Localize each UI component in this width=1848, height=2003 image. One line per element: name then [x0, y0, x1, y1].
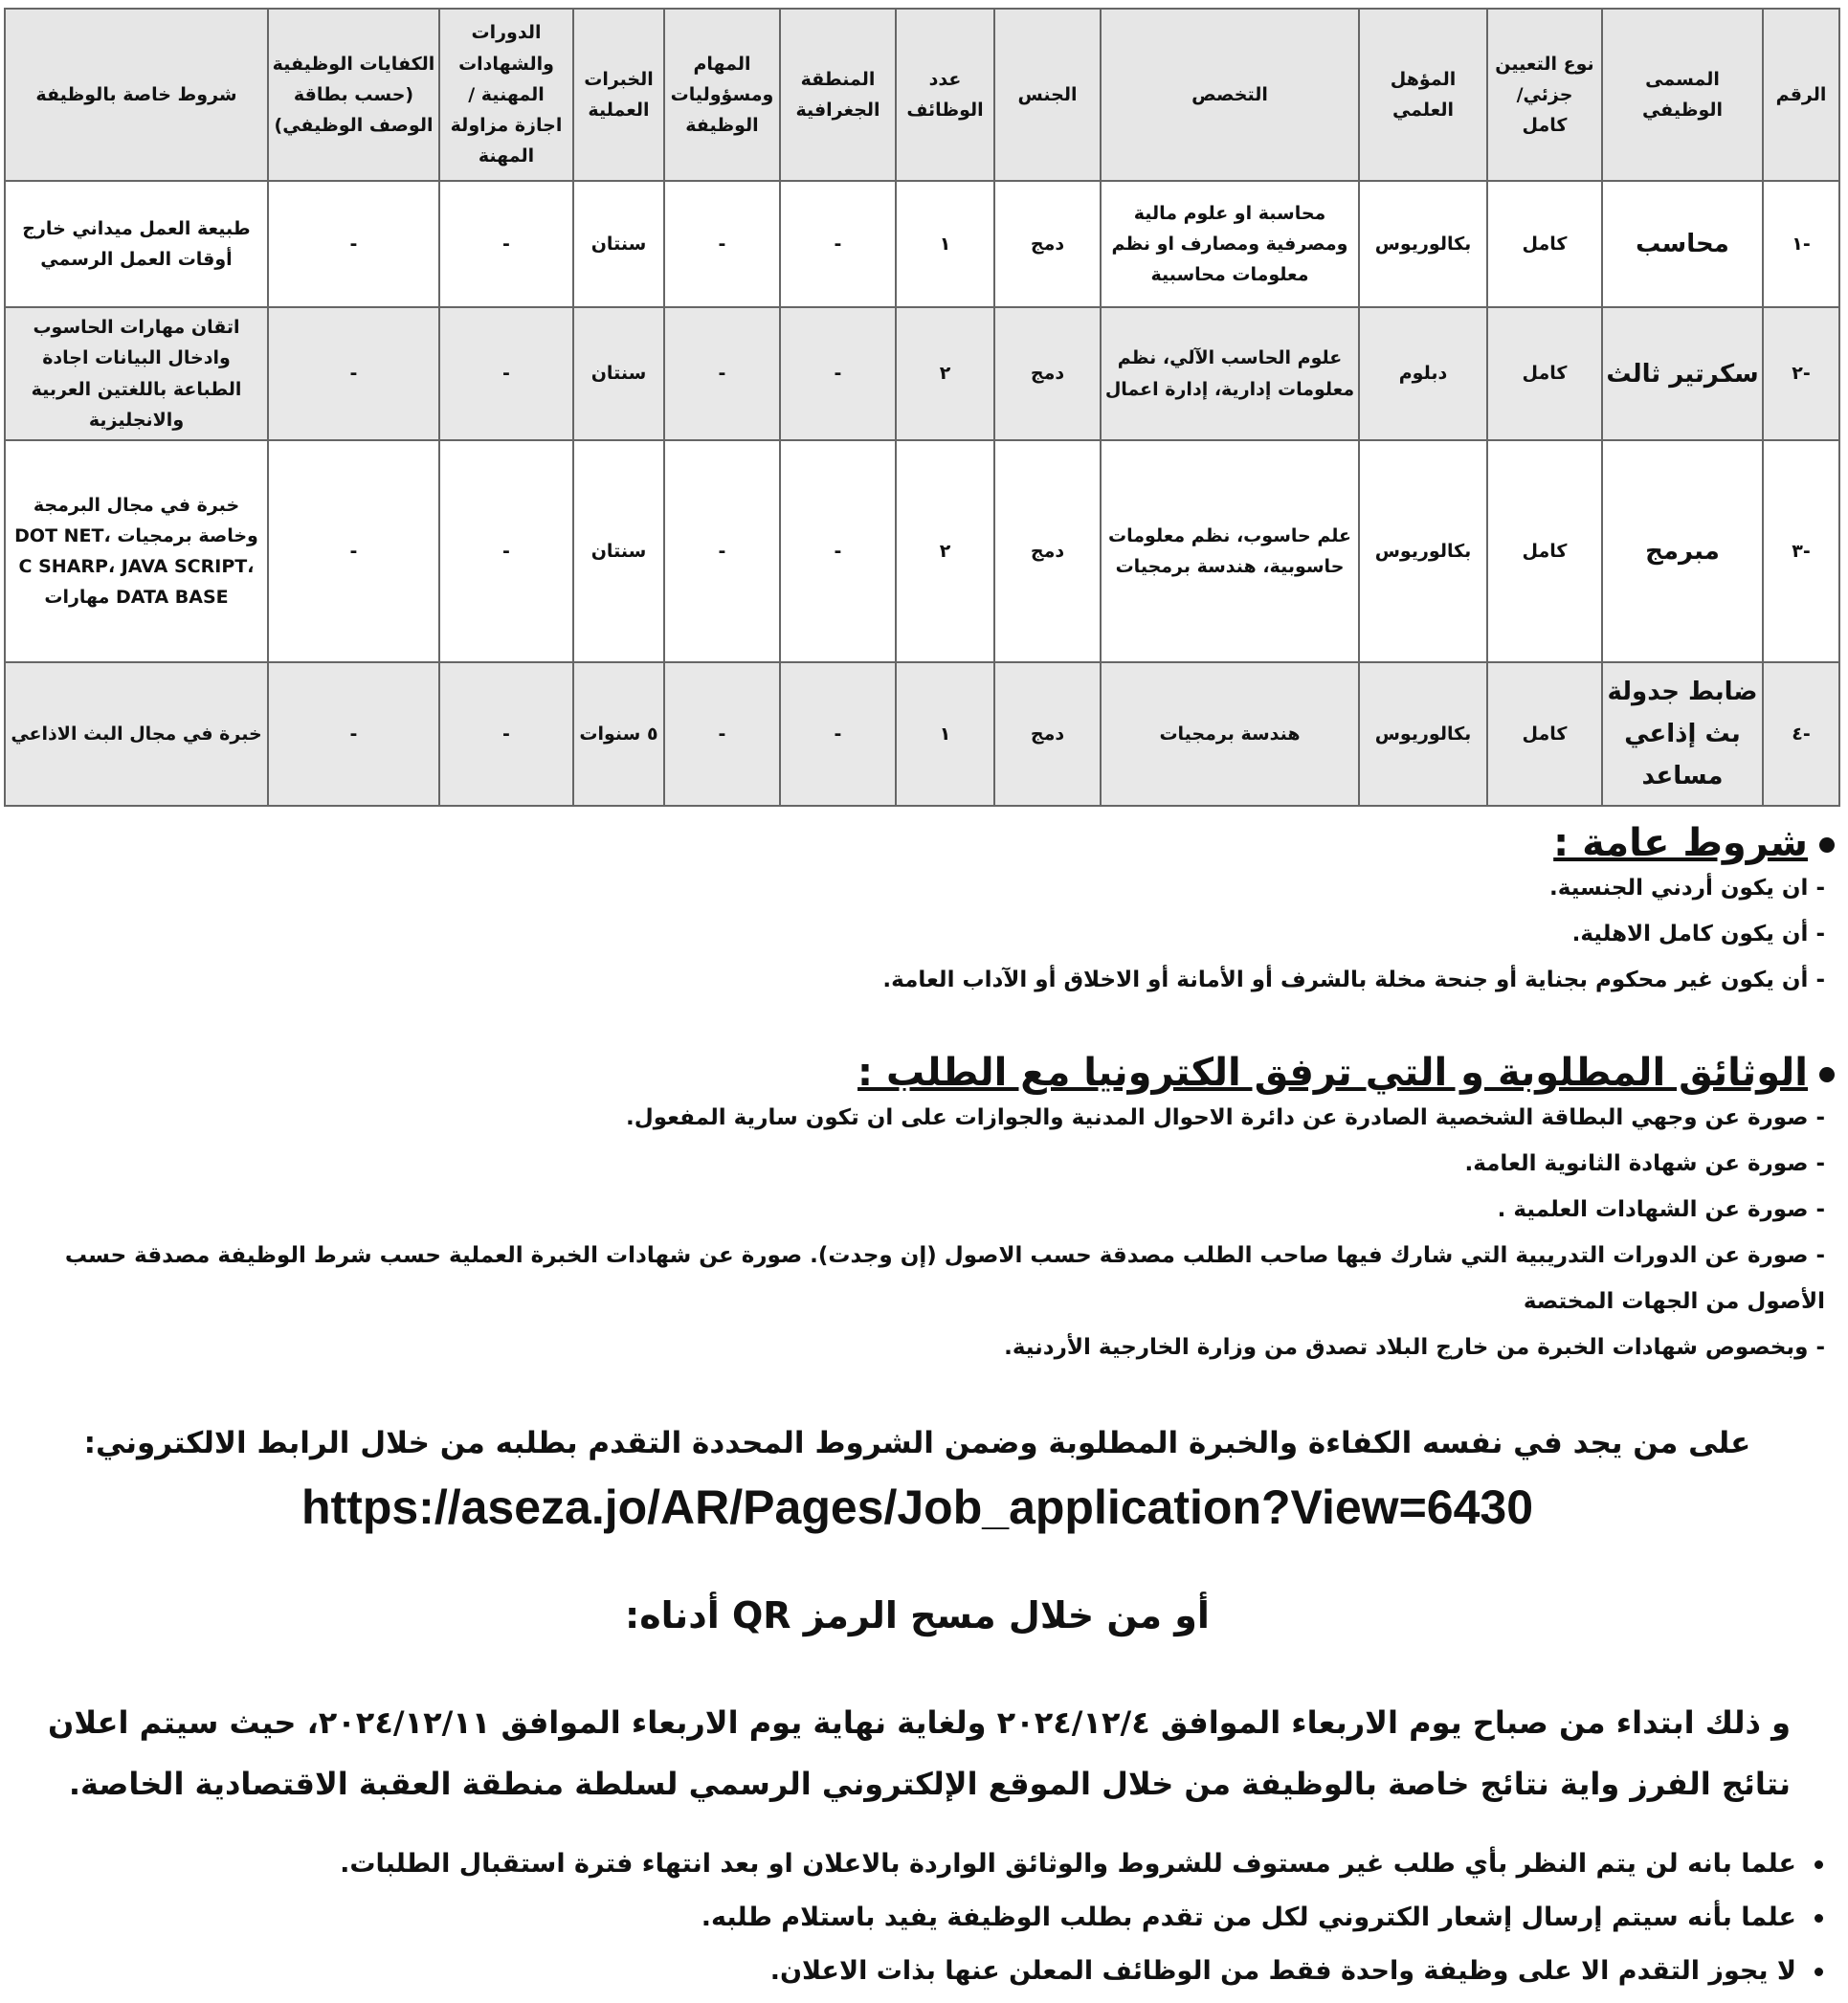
cell: دبلوم	[1359, 307, 1487, 440]
cell: -	[780, 440, 896, 662]
note-item: لا يجوز التقدم الا على وظيفة واحدة فقط من الوظائف المعلن عنها بذات الاعلان.	[48, 1945, 1835, 1998]
cell: كامل	[1487, 440, 1602, 662]
header-cell: الدورات والشهادات المهنية / اجازة مزاولة المهنة	[439, 9, 573, 181]
cell: كامل	[1487, 307, 1602, 440]
table-row	[5, 307, 1839, 440]
cell: دمج	[994, 662, 1101, 806]
header-cell: المسمى الوظيفي	[1602, 9, 1763, 181]
period-text: و ذلك ابتداء من صباح يوم الاربعاء الموافق ٢٠٢٤/١٢/٤ ولغاية نهاية يوم الاربعاء الموافق ٢٠٢٤/١٢/١١، حيث سيتم اعلان نتائج الفرز واية نتائج خاصة بالوظيفة من خلال الموقع الإلكتروني الرسمي لسلطة منطقة العقبة الاقتصادية الخاصة.	[48, 1704, 1791, 1802]
bullet-icon	[1819, 837, 1835, 853]
jobs-table	[4, 8, 1840, 807]
note-item: علما بأنه سيتم إرسال إشعار الكتروني لكل من تقدم بطلب الوظيفة يفيد باستلام طلبه.	[48, 1891, 1835, 1945]
header-cell: عدد الوظائف	[896, 9, 994, 181]
table-row	[5, 440, 1839, 662]
list-item: - صورة عن الشهادات العلمية .	[0, 1187, 1835, 1233]
bullet-icon	[1819, 1067, 1835, 1082]
cell: سنتان	[573, 181, 664, 307]
cell: بكالوريوس	[1359, 181, 1487, 307]
cell: بكالوريوس	[1359, 662, 1487, 806]
cell: كامل	[1487, 662, 1602, 806]
cell: ٢	[896, 440, 994, 662]
cell: علم حاسوب، نظم معلومات حاسوبية، هندسة برمجيات	[1101, 440, 1359, 662]
cell: ضابط جدولة بث إذاعي مساعد	[1602, 662, 1763, 806]
cell: -	[268, 181, 439, 307]
cell: ١	[896, 181, 994, 307]
cell: -	[439, 662, 573, 806]
list-item: - صورة عن وجهي البطاقة الشخصية الصادرة عن دائرة الاحوال المدنية والجوازات على ان تكون سارية المفعول.	[0, 1095, 1835, 1141]
cell: ٢	[896, 307, 994, 440]
cell: كامل	[1487, 181, 1602, 307]
cell: بكالوريوس	[1359, 440, 1487, 662]
cell: -	[664, 440, 780, 662]
cell: -١	[1763, 181, 1839, 307]
cell: طبيعة العمل ميداني خارج أوقات العمل الرسمي	[5, 181, 268, 307]
notes	[48, 1837, 1835, 1998]
cell: -	[439, 307, 573, 440]
cell: سكرتير ثالث	[1602, 307, 1763, 440]
cell: دمج	[994, 181, 1101, 307]
list-item: - صورة عن شهادة الثانوية العامة.	[0, 1141, 1835, 1187]
cell: -	[268, 307, 439, 440]
cell: -	[664, 307, 780, 440]
qr-text: أو من خلال مسح الرمز QR أدناه:	[625, 1594, 1210, 1636]
cell: دمج	[994, 307, 1101, 440]
cell: -	[439, 181, 573, 307]
general-conditions-title: شروط عامة :	[0, 821, 1835, 865]
cell: -	[439, 440, 573, 662]
list-item: - أن يكون كامل الاهلية.	[0, 911, 1835, 957]
header-cell: الرقم	[1763, 9, 1839, 181]
cell: سنتان	[573, 440, 664, 662]
general-conditions	[0, 821, 1835, 1003]
cell: اتقان مهارات الحاسوب وادخال البيانات اجادة الطباعة باللغتين العربية والانجليزية	[5, 307, 268, 440]
required-documents-title: الوثائق المطلوبة و التي ترفق الكترونيا مع الطلب :	[0, 1051, 1835, 1095]
list-item: - أن يكون غير محكوم بجناية أو جنحة مخلة بالشرف أو الأمانة أو الاخلاق أو الآداب العامة.	[0, 957, 1835, 1003]
header-cell: التخصص	[1101, 9, 1359, 181]
cell: علوم الحاسب الآلي، نظم معلومات إدارية، إدارة اعمال	[1101, 307, 1359, 440]
cell: -	[664, 662, 780, 806]
table-row	[5, 181, 1839, 307]
cell: هندسة برمجيات	[1101, 662, 1359, 806]
list-item: - صورة عن الدورات التدريبية التي شارك فيها صاحب الطلب مصدقة حسب الاصول (إن وجدت). صورة عن شهادات الخبرة العملية حسب شرط الوظيفة مصدقة حسب الأصول من الجهات المختصة	[0, 1233, 1835, 1324]
list-item: - ان يكون أردني الجنسية.	[0, 865, 1835, 911]
header-cell: المهام ومسؤوليات الوظيفة	[664, 9, 780, 181]
header-cell: شروط خاصة بالوظيفة	[5, 9, 268, 181]
apply-text: على من يجد في نفسه الكفاءة والخبرة المطلوبة وضمن الشروط المحددة التقدم بطلبه من خلال الرابط الالكتروني:	[83, 1426, 1751, 1460]
table-row	[5, 662, 1839, 806]
header-cell: الخبرات العملية	[573, 9, 664, 181]
header-cell: الجنس	[994, 9, 1101, 181]
cell: خبرة في مجال البث الاذاعي	[5, 662, 268, 806]
cell: دمج	[994, 440, 1101, 662]
cell: مبرمج	[1602, 440, 1763, 662]
cell: -٢	[1763, 307, 1839, 440]
header-cell: المنطقة الجغرافية	[780, 9, 896, 181]
cell: -	[664, 181, 780, 307]
header-cell: نوع التعيين جزئي/ كامل	[1487, 9, 1602, 181]
cell: محاسب	[1602, 181, 1763, 307]
cell: محاسبة او علوم مالية ومصرفية ومصارف او نظم معلومات محاسبية	[1101, 181, 1359, 307]
required-documents	[0, 1051, 1835, 1370]
cell: ١	[896, 662, 994, 806]
note-item: علما بانه لن يتم النظر بأي طلب غير مستوف للشروط والوثائق الواردة بالاعلان او بعد انتهاء فترة استقبال الطلبات.	[48, 1837, 1835, 1891]
list-item: - وبخصوص شهادات الخبرة من خارج البلاد تصدق من وزارة الخارجية الأردنية.	[0, 1324, 1835, 1370]
cell: -	[780, 181, 896, 307]
cell: ٥ سنوات	[573, 662, 664, 806]
cell: سنتان	[573, 307, 664, 440]
cell: خبرة في مجال البرمجة وخاصة برمجيات DOT NET، C SHARP، JAVA SCRIPT، DATA BASE مهارات	[5, 440, 268, 662]
header-cell: الكفايات الوظيفية (حسب بطاقة الوصف الوظيفي)	[268, 9, 439, 181]
table-header-row	[5, 9, 1839, 181]
cell: -٣	[1763, 440, 1839, 662]
cell: -	[268, 662, 439, 806]
header-cell: المؤهل العلمي	[1359, 9, 1487, 181]
cell: -	[780, 662, 896, 806]
cell: -٤	[1763, 662, 1839, 806]
cell: -	[268, 440, 439, 662]
cell: -	[780, 307, 896, 440]
application-link[interactable]: https://aseza.jo/AR/Pages/Job_application?View=6430	[301, 1480, 1533, 1534]
